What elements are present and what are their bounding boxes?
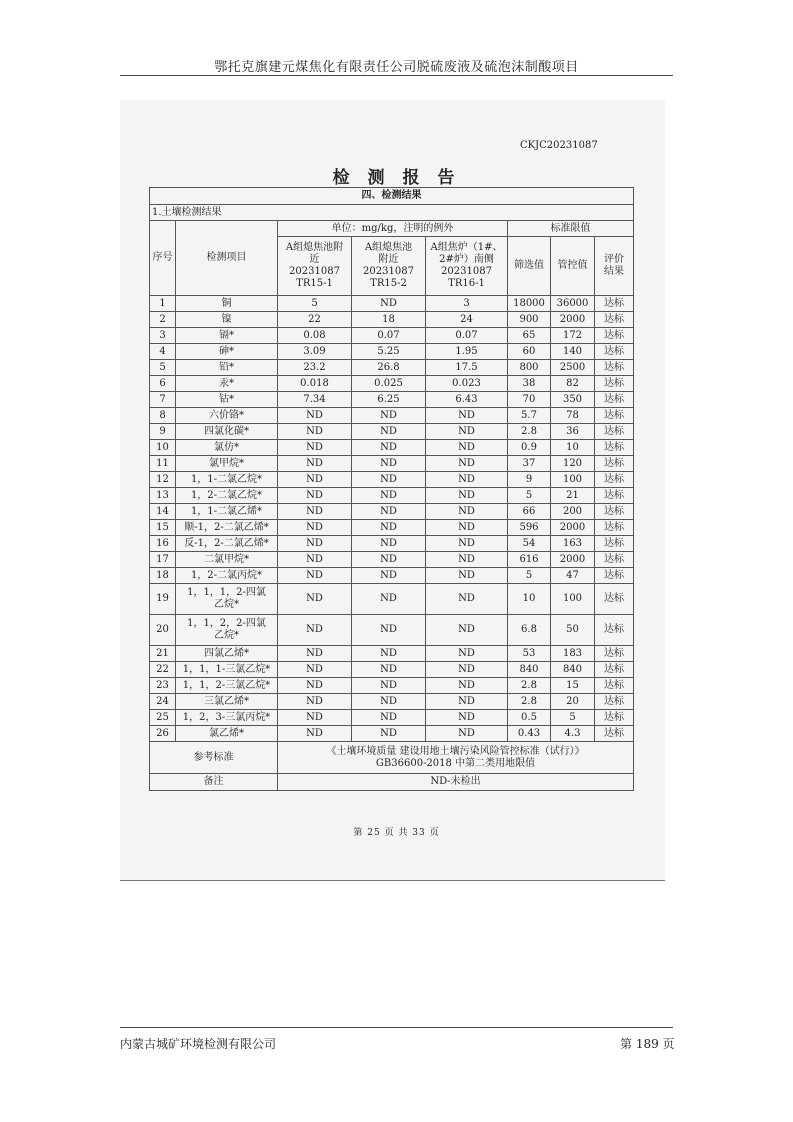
cell-screening: 18000 xyxy=(508,296,551,312)
company-name: 内蒙古城矿环境检测有限公司 xyxy=(120,1037,277,1051)
cell-item: 砷* xyxy=(176,344,278,360)
sample-header: A组焦炉（1#、 2#炉）南侧 20231087 TR16-1 xyxy=(426,237,508,296)
cell-sample-2: ND xyxy=(352,408,426,424)
cell-result: 达标 xyxy=(595,312,634,328)
cell-item: 铜 xyxy=(176,296,278,312)
cell-seq: 12 xyxy=(150,472,176,488)
cell-sample-1: ND xyxy=(278,424,352,440)
cell-screening: 37 xyxy=(508,456,551,472)
cell-sample-1: 22 xyxy=(278,312,352,328)
table-row xyxy=(150,552,634,568)
cell-item: 1，2，3-三氯丙烷* xyxy=(176,710,278,726)
table-row xyxy=(150,360,634,376)
cell-sample-1: ND xyxy=(278,694,352,710)
cell-screening: 2.8 xyxy=(508,694,551,710)
table-row xyxy=(150,568,634,584)
cell-sample-1: 0.018 xyxy=(278,376,352,392)
cell-result: 达标 xyxy=(595,408,634,424)
cell-control: 100 xyxy=(551,584,595,615)
cell-control: 183 xyxy=(551,646,595,662)
cell-sample-2: ND xyxy=(352,472,426,488)
cell-sample-3: 17.5 xyxy=(426,360,508,376)
cell-screening: 70 xyxy=(508,392,551,408)
cell-result: 达标 xyxy=(595,568,634,584)
table-row xyxy=(150,615,634,646)
cell-sample-1: ND xyxy=(278,726,352,742)
cell-sample-1: ND xyxy=(278,408,352,424)
cell-screening: 54 xyxy=(508,536,551,552)
cell-control: 15 xyxy=(551,678,595,694)
cell-control: 100 xyxy=(551,472,595,488)
cell-sample-2: ND xyxy=(352,424,426,440)
cell-sample-3: ND xyxy=(426,472,508,488)
cell-result: 达标 xyxy=(595,615,634,646)
cell-item: 1，1，2，2-四氯乙烷* xyxy=(176,615,278,646)
cell-seq: 18 xyxy=(150,568,176,584)
cell-sample-1: ND xyxy=(278,568,352,584)
cell-seq: 7 xyxy=(150,392,176,408)
cell-screening: 840 xyxy=(508,662,551,678)
table-row xyxy=(150,296,634,312)
cell-seq: 24 xyxy=(150,694,176,710)
table-row xyxy=(150,440,634,456)
cell-screening: 38 xyxy=(508,376,551,392)
cell-item: 钴* xyxy=(176,392,278,408)
col-header-evaluation: 评价 结果 xyxy=(595,237,634,296)
cell-seq: 16 xyxy=(150,536,176,552)
cell-item: 1，1-二氯乙烯* xyxy=(176,504,278,520)
cell-seq: 17 xyxy=(150,552,176,568)
table-row xyxy=(150,646,634,662)
reference-standard: 《土壤环境质量 建设用地土壤污染风险管控标准（试行）》 GB36600-2018 中第二类用地限值 xyxy=(278,742,634,774)
cell-sample-2: ND xyxy=(352,488,426,504)
table-row xyxy=(150,424,634,440)
cell-sample-2: 18 xyxy=(352,312,426,328)
cell-screening: 10 xyxy=(508,584,551,615)
cell-control: 21 xyxy=(551,488,595,504)
cell-control: 47 xyxy=(551,568,595,584)
cell-sample-3: ND xyxy=(426,536,508,552)
cell-item: 四氯化碳* xyxy=(176,424,278,440)
cell-item: 1，1，1-三氯乙烷* xyxy=(176,662,278,678)
cell-seq: 2 xyxy=(150,312,176,328)
cell-sample-2: ND xyxy=(352,536,426,552)
cell-sample-3: ND xyxy=(426,488,508,504)
cell-sample-3: 0.023 xyxy=(426,376,508,392)
cell-sample-3: ND xyxy=(426,584,508,615)
cell-result: 达标 xyxy=(595,694,634,710)
cell-control: 2000 xyxy=(551,552,595,568)
cell-screening: 5.7 xyxy=(508,408,551,424)
cell-seq: 8 xyxy=(150,408,176,424)
table-row xyxy=(150,472,634,488)
cell-item: 铅* xyxy=(176,360,278,376)
cell-item: 三氯乙烯* xyxy=(176,694,278,710)
cell-screening: 0.5 xyxy=(508,710,551,726)
table-row xyxy=(150,456,634,472)
table-row xyxy=(150,328,634,344)
col-header-control: 管控值 xyxy=(551,237,595,296)
cell-sample-1: 5 xyxy=(278,296,352,312)
cell-sample-1: ND xyxy=(278,504,352,520)
scan-edge-line xyxy=(120,880,665,881)
cell-item: 1，2-二氯乙烷* xyxy=(176,488,278,504)
col-header-screening: 筛选值 xyxy=(508,237,551,296)
cell-sample-1: 23.2 xyxy=(278,360,352,376)
cell-screening: 65 xyxy=(508,328,551,344)
cell-sample-2: ND xyxy=(352,615,426,646)
cell-sample-2: ND xyxy=(352,552,426,568)
cell-result: 达标 xyxy=(595,424,634,440)
cell-sample-2: 26.8 xyxy=(352,360,426,376)
cell-item: 1，1，1，2-四氯乙烷* xyxy=(176,584,278,615)
table-row xyxy=(150,344,634,360)
cell-screening: 5 xyxy=(508,488,551,504)
cell-result: 达标 xyxy=(595,344,634,360)
cell-sample-1: ND xyxy=(278,662,352,678)
cell-sample-1: 0.08 xyxy=(278,328,352,344)
cell-item: 氯甲烷* xyxy=(176,456,278,472)
cell-control: 4.3 xyxy=(551,726,595,742)
cell-result: 达标 xyxy=(595,392,634,408)
cell-screening: 0.43 xyxy=(508,726,551,742)
cell-sample-3: 0.07 xyxy=(426,328,508,344)
cell-control: 163 xyxy=(551,536,595,552)
cell-sample-1: ND xyxy=(278,472,352,488)
cell-control: 5 xyxy=(551,710,595,726)
cell-sample-2: ND xyxy=(352,504,426,520)
cell-sample-3: ND xyxy=(426,408,508,424)
cell-screening: 6.8 xyxy=(508,615,551,646)
cell-sample-1: ND xyxy=(278,646,352,662)
cell-item: 顺-1，2-二氯乙烯* xyxy=(176,520,278,536)
cell-control: 10 xyxy=(551,440,595,456)
cell-screening: 800 xyxy=(508,360,551,376)
unit-note: 单位：mg/kg，注明的例外 xyxy=(278,221,508,237)
cell-screening: 900 xyxy=(508,312,551,328)
cell-result: 达标 xyxy=(595,678,634,694)
cell-control: 840 xyxy=(551,662,595,678)
cell-sample-1: ND xyxy=(278,520,352,536)
cell-control: 36 xyxy=(551,424,595,440)
cell-sample-1: ND xyxy=(278,488,352,504)
cell-control: 78 xyxy=(551,408,595,424)
cell-result: 达标 xyxy=(595,520,634,536)
cell-seq: 26 xyxy=(150,726,176,742)
remark-label: 备注 xyxy=(150,774,278,791)
cell-seq: 22 xyxy=(150,662,176,678)
cell-result: 达标 xyxy=(595,710,634,726)
cell-seq: 13 xyxy=(150,488,176,504)
cell-sample-1: ND xyxy=(278,710,352,726)
cell-item: 反-1，2-二氯乙烯* xyxy=(176,536,278,552)
cell-sample-3: ND xyxy=(426,662,508,678)
cell-sample-1: ND xyxy=(278,678,352,694)
cell-sample-2: ND xyxy=(352,694,426,710)
cell-seq: 20 xyxy=(150,615,176,646)
cell-screening: 60 xyxy=(508,344,551,360)
sample-header: A组熄焦池附 近 20231087 TR15-1 xyxy=(278,237,352,296)
cell-sample-2: ND xyxy=(352,584,426,615)
cell-sample-3: ND xyxy=(426,694,508,710)
cell-screening: 53 xyxy=(508,646,551,662)
cell-sample-2: ND xyxy=(352,568,426,584)
cell-sample-1: ND xyxy=(278,456,352,472)
cell-seq: 21 xyxy=(150,646,176,662)
cell-sample-3: ND xyxy=(426,568,508,584)
cell-sample-3: ND xyxy=(426,424,508,440)
cell-sample-3: 3 xyxy=(426,296,508,312)
cell-sample-2: ND xyxy=(352,520,426,536)
cell-sample-1: ND xyxy=(278,584,352,615)
cell-sample-2: ND xyxy=(352,440,426,456)
cell-sample-2: 5.25 xyxy=(352,344,426,360)
cell-sample-3: ND xyxy=(426,678,508,694)
cell-item: 氯仿* xyxy=(176,440,278,456)
cell-result: 达标 xyxy=(595,646,634,662)
cell-sample-2: ND xyxy=(352,726,426,742)
cell-sample-2: ND xyxy=(352,646,426,662)
cell-item: 1，1，2-三氯乙烷* xyxy=(176,678,278,694)
cell-screening: 5 xyxy=(508,568,551,584)
soil-results-table xyxy=(149,187,634,791)
document-code: CKJC20231087 xyxy=(520,140,598,151)
col-header-seq: 序号 xyxy=(150,221,176,296)
cell-sample-3: ND xyxy=(426,440,508,456)
inner-page-footer: 第 25 页 共 33 页 xyxy=(353,828,440,838)
header-divider xyxy=(120,75,673,76)
cell-seq: 23 xyxy=(150,678,176,694)
page-number: 第 189 页 xyxy=(620,1037,675,1051)
cell-seq: 14 xyxy=(150,504,176,520)
table-row xyxy=(150,694,634,710)
cell-seq: 1 xyxy=(150,296,176,312)
cell-item: 镉* xyxy=(176,328,278,344)
cell-sample-1: 3.09 xyxy=(278,344,352,360)
cell-sample-3: ND xyxy=(426,504,508,520)
cell-screening: 596 xyxy=(508,520,551,536)
cell-result: 达标 xyxy=(595,376,634,392)
table-row xyxy=(150,408,634,424)
cell-sample-2: ND xyxy=(352,662,426,678)
cell-sample-1: ND xyxy=(278,440,352,456)
cell-control: 82 xyxy=(551,376,595,392)
standard-header: 标准限值 xyxy=(508,221,634,237)
cell-sample-3: ND xyxy=(426,646,508,662)
table-row xyxy=(150,710,634,726)
section-title: 四、检测结果 xyxy=(150,188,634,205)
cell-sample-1: 7.34 xyxy=(278,392,352,408)
cell-seq: 3 xyxy=(150,328,176,344)
reference-label: 参考标准 xyxy=(150,742,278,774)
cell-control: 200 xyxy=(551,504,595,520)
cell-sample-3: ND xyxy=(426,726,508,742)
cell-control: 20 xyxy=(551,694,595,710)
cell-seq: 9 xyxy=(150,424,176,440)
cell-item: 1，2-二氯丙烷* xyxy=(176,568,278,584)
cell-screening: 0.9 xyxy=(508,440,551,456)
table-row xyxy=(150,536,634,552)
cell-control: 2000 xyxy=(551,312,595,328)
cell-seq: 25 xyxy=(150,710,176,726)
cell-result: 达标 xyxy=(595,456,634,472)
footer-divider xyxy=(120,1027,673,1028)
cell-item: 汞* xyxy=(176,376,278,392)
cell-sample-1: ND xyxy=(278,615,352,646)
sample-header: A组熄焦池 附近 20231087 TR15-2 xyxy=(352,237,426,296)
cell-screening: 2.8 xyxy=(508,424,551,440)
table-row xyxy=(150,584,634,615)
cell-item: 氯乙烯* xyxy=(176,726,278,742)
table-row xyxy=(150,726,634,742)
cell-control: 350 xyxy=(551,392,595,408)
cell-screening: 9 xyxy=(508,472,551,488)
table-row xyxy=(150,376,634,392)
cell-item: 镍 xyxy=(176,312,278,328)
cell-sample-3: ND xyxy=(426,520,508,536)
cell-sample-2: 0.07 xyxy=(352,328,426,344)
cell-item: 1，1-二氯乙烷* xyxy=(176,472,278,488)
table-row xyxy=(150,488,634,504)
cell-sample-2: ND xyxy=(352,456,426,472)
cell-screening: 616 xyxy=(508,552,551,568)
cell-sample-3: ND xyxy=(426,552,508,568)
cell-result: 达标 xyxy=(595,584,634,615)
cell-control: 2000 xyxy=(551,520,595,536)
table-row xyxy=(150,504,634,520)
cell-screening: 2.8 xyxy=(508,678,551,694)
table-row xyxy=(150,392,634,408)
cell-item: 六价铬* xyxy=(176,408,278,424)
cell-result: 达标 xyxy=(595,552,634,568)
cell-control: 2500 xyxy=(551,360,595,376)
cell-seq: 11 xyxy=(150,456,176,472)
cell-seq: 5 xyxy=(150,360,176,376)
cell-item: 四氯乙烯* xyxy=(176,646,278,662)
col-header-item: 检测项目 xyxy=(176,221,278,296)
cell-control: 36000 xyxy=(551,296,595,312)
cell-screening: 66 xyxy=(508,504,551,520)
cell-sample-3: ND xyxy=(426,456,508,472)
cell-seq: 19 xyxy=(150,584,176,615)
cell-control: 140 xyxy=(551,344,595,360)
cell-sample-1: ND xyxy=(278,536,352,552)
cell-sample-2: ND xyxy=(352,678,426,694)
page-header: 鄂托克旗建元煤焦化有限责任公司脱硫废液及硫泡沫制酸项目 xyxy=(214,60,579,75)
cell-seq: 10 xyxy=(150,440,176,456)
cell-control: 120 xyxy=(551,456,595,472)
cell-sample-3: 1.95 xyxy=(426,344,508,360)
cell-control: 50 xyxy=(551,615,595,646)
cell-seq: 6 xyxy=(150,376,176,392)
cell-sample-3: 6.43 xyxy=(426,392,508,408)
cell-seq: 15 xyxy=(150,520,176,536)
cell-seq: 4 xyxy=(150,344,176,360)
cell-control: 172 xyxy=(551,328,595,344)
cell-result: 达标 xyxy=(595,296,634,312)
report-title: 检 测 报 告 xyxy=(332,168,461,188)
cell-result: 达标 xyxy=(595,328,634,344)
cell-sample-3: ND xyxy=(426,615,508,646)
cell-result: 达标 xyxy=(595,504,634,520)
table-row xyxy=(150,520,634,536)
cell-sample-2: 0.025 xyxy=(352,376,426,392)
cell-sample-2: 6.25 xyxy=(352,392,426,408)
cell-result: 达标 xyxy=(595,472,634,488)
table-row xyxy=(150,678,634,694)
cell-sample-3: 24 xyxy=(426,312,508,328)
cell-result: 达标 xyxy=(595,360,634,376)
cell-result: 达标 xyxy=(595,662,634,678)
cell-result: 达标 xyxy=(595,440,634,456)
cell-result: 达标 xyxy=(595,536,634,552)
cell-result: 达标 xyxy=(595,726,634,742)
cell-result: 达标 xyxy=(595,488,634,504)
cell-sample-3: ND xyxy=(426,710,508,726)
cell-sample-2: ND xyxy=(352,296,426,312)
cell-sample-1: ND xyxy=(278,552,352,568)
table-row xyxy=(150,312,634,328)
table-row xyxy=(150,662,634,678)
cell-item: 二氯甲烷* xyxy=(176,552,278,568)
remark-value: ND-未检出 xyxy=(278,774,634,791)
subsection-title: 1.土壤检测结果 xyxy=(150,205,634,221)
cell-sample-2: ND xyxy=(352,710,426,726)
